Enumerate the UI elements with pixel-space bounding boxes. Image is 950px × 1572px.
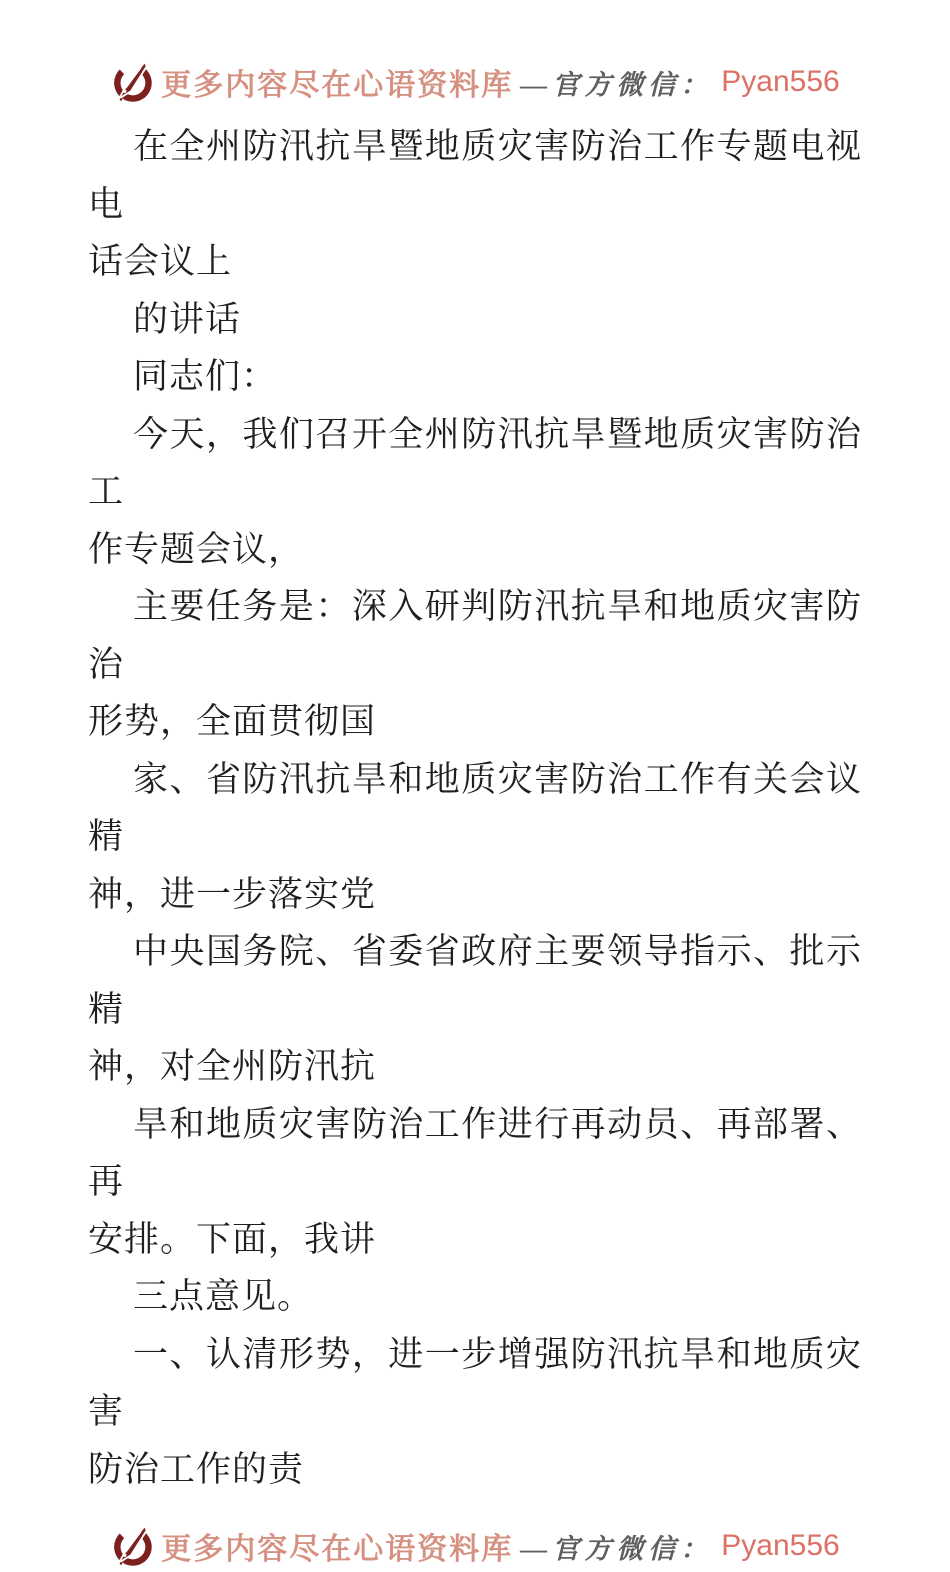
text-line: 话会议上 xyxy=(88,242,233,281)
watermark-footer xyxy=(0,1520,950,1572)
document-body xyxy=(0,118,950,1498)
document-page xyxy=(0,56,950,1566)
brand-pen-logo-icon xyxy=(110,1522,154,1570)
wechat-label: —官方微信： xyxy=(520,1533,713,1564)
text-line: 三点意见。 xyxy=(133,1277,314,1316)
watermark-header xyxy=(0,56,950,108)
text-line: 神，对全州防汛抗 xyxy=(88,1047,377,1086)
text-line: 的讲话 xyxy=(133,299,242,339)
wechat-id: Pyan556 xyxy=(721,1529,840,1562)
text-line: 一、认清形势，进一步增强防汛抗旱和地质灾害 xyxy=(88,1334,862,1431)
text-line: 防治工作的责 xyxy=(88,1449,305,1489)
text-line: 同志们： xyxy=(133,357,278,396)
wechat-label: —官方微信： xyxy=(520,69,713,100)
text-line: 在全州防汛抗旱暨地质灾害防治工作专题电视电 xyxy=(88,127,862,224)
document-lines xyxy=(88,118,862,1498)
brand-text: 更多内容尽在心语资料库 xyxy=(161,1533,514,1566)
text-line: 安排。下面，我讲 xyxy=(88,1219,377,1259)
text-line: 旱和地质灾害防治工作进行再动员、再部署、再 xyxy=(88,1104,862,1201)
text-line: 家、省防汛抗旱和地质灾害防治工作有关会议精 xyxy=(88,759,862,856)
text-line: 神，进一步落实党 xyxy=(88,874,377,914)
text-line: 形势，全面贯彻国 xyxy=(88,702,377,741)
brand-text: 更多内容尽在心语资料库 xyxy=(161,69,514,102)
text-line: 中央国务院、省委省政府主要领导指示、批示精 xyxy=(88,932,862,1029)
text-line: 今天，我们召开全州防汛抗旱暨地质灾害防治工 xyxy=(88,414,862,511)
text-line: 主要任务是：深入研判防汛抗旱和地质灾害防治 xyxy=(88,587,862,684)
brand-pen-logo-icon xyxy=(110,58,154,106)
text-line: 作专题会议， xyxy=(88,529,305,569)
wechat-id: Pyan556 xyxy=(721,65,840,98)
